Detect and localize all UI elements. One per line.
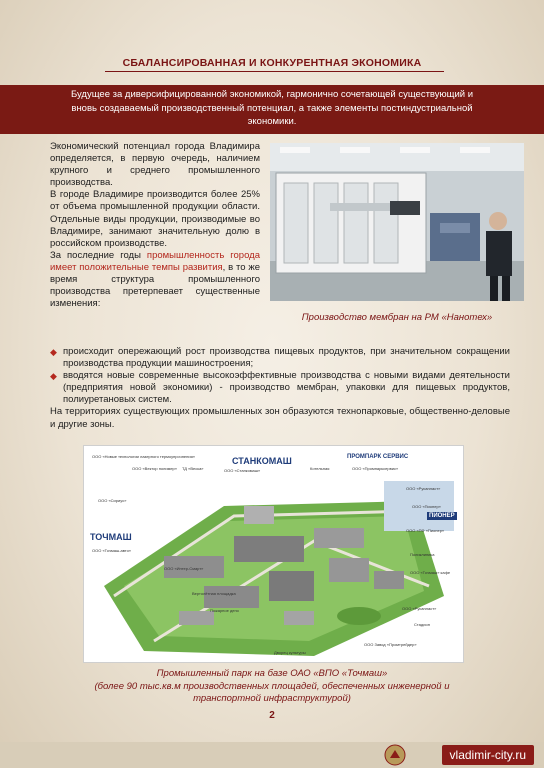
paragraph-trends: [50, 250, 260, 310]
map-label: Вертолётная площадка: [192, 591, 236, 596]
section-heading: СБАЛАНСИРОВАННАЯ И КОНКУРЕНТНАЯ ЭКОНОМИКА: [122, 57, 422, 69]
pioneer-logo: ПИОНЕР: [429, 513, 455, 519]
changes-list: [50, 346, 510, 406]
trend-text-after: , в то же время структура промышленного производства претерпевает существенные изменения:: [50, 261, 260, 310]
park-map-illustration: [84, 446, 463, 662]
map-label: ООО «Новые технологии лазерного термоупрочнения»: [92, 454, 195, 459]
factory-photo: [270, 143, 524, 301]
map-label: ТД «Веска»: [182, 466, 204, 471]
map-caption-details: (более 90 тыс.кв.м производственных площадей, обеспеченных инженерной и транспортной инфраструктурой): [94, 680, 450, 704]
map-label: ООО «Русапласт»: [402, 606, 437, 611]
changes-text: [50, 346, 510, 431]
map-label: ООО «ПФ «Пионер»: [406, 528, 445, 533]
map-label: ООО «Вектор полимер»: [132, 466, 177, 471]
map-label: ООО «Интер-Смарт»: [164, 566, 204, 571]
list-item-text: происходит опережающий рост производства пищевых продуктов, при значительном сокращении производства продукции машиностроения;: [63, 346, 510, 370]
map-label: ООО «Пионер»: [412, 504, 441, 509]
closing-paragraph: На территориях существующих промышленных зон образуются технопарковые, общественно-деловые и другие зоны.: [50, 406, 510, 430]
map-label: ООО «Сириус»: [98, 498, 127, 503]
intro-banner-text: Будущее за диверсифицированной экономикой, гармонично сочетающей существующий и вновь создаваемый производственный потенциал, а также элементы постиндустриальной экономики.: [70, 89, 474, 127]
industrial-park-map: [83, 445, 464, 663]
map-caption-title: Промышленный парк на базе ОАО «ВПО «Точмаш»: [156, 668, 388, 679]
heading-divider: [105, 71, 444, 72]
city-emblem-icon: [384, 744, 406, 766]
map-label: ООО «Станкомаш»: [224, 468, 261, 473]
map-label: ООО «Точмаш-авто»: [92, 548, 132, 553]
map-label: ООО «Промпарксервис»: [352, 466, 399, 471]
left-column-text: [50, 141, 260, 310]
list-item-text: вводятся новые современные высокоэффективные производства с новыми видами деятельности (предприятия новой экономики) - производство мембран, упаковки для пищевых продуктов, полиуретановых систем.: [63, 370, 510, 406]
map-label: Дворец культуры: [274, 650, 306, 655]
page-number: 2: [269, 710, 275, 721]
map-caption: [60, 668, 484, 706]
trend-text-before: За последние годы: [50, 249, 147, 261]
map-label: ООО «Точмаш» кафе: [410, 570, 451, 575]
diamond-bullet-icon: ◆: [50, 347, 57, 357]
photo-caption: Производство мембран на РМ «Нанотех»: [301, 312, 493, 323]
site-link[interactable]: vladimir-city.ru: [442, 745, 534, 765]
map-label: Пожарное депо: [210, 608, 239, 613]
membrane-production-image: [270, 143, 524, 301]
paragraph-share: В городе Владимире производится более 25% от объема промышленной продукции области. Отдельные виды продукции, производимые во Владимире, занимают значительную долю в российском производстве.: [50, 189, 260, 249]
map-label: ООО Завод «Промтрейдер»: [364, 642, 417, 647]
tochmash-logo: ТОЧМАШ: [90, 532, 132, 542]
map-label: ООО «Русапласт»: [406, 486, 441, 491]
stankomash-logo: СТАНКОМАШ: [232, 456, 292, 466]
map-label: Поликлиника: [410, 552, 435, 557]
list-item: [50, 346, 510, 370]
promparkservis-logo: ПРОМПАРК СЕРВИС: [347, 454, 409, 460]
diamond-bullet-icon: ◆: [50, 371, 57, 382]
map-label: Котельная: [310, 466, 330, 471]
map-label: Стадион: [414, 622, 430, 627]
paragraph-potential: Экономический потенциал города Владимира определяется, в первую очередь, наличием крупного и среднего промышленного производства.: [50, 141, 260, 189]
trend-highlight: промышленность города имеет положительные темпы развития: [50, 249, 260, 273]
list-item: [50, 370, 510, 406]
